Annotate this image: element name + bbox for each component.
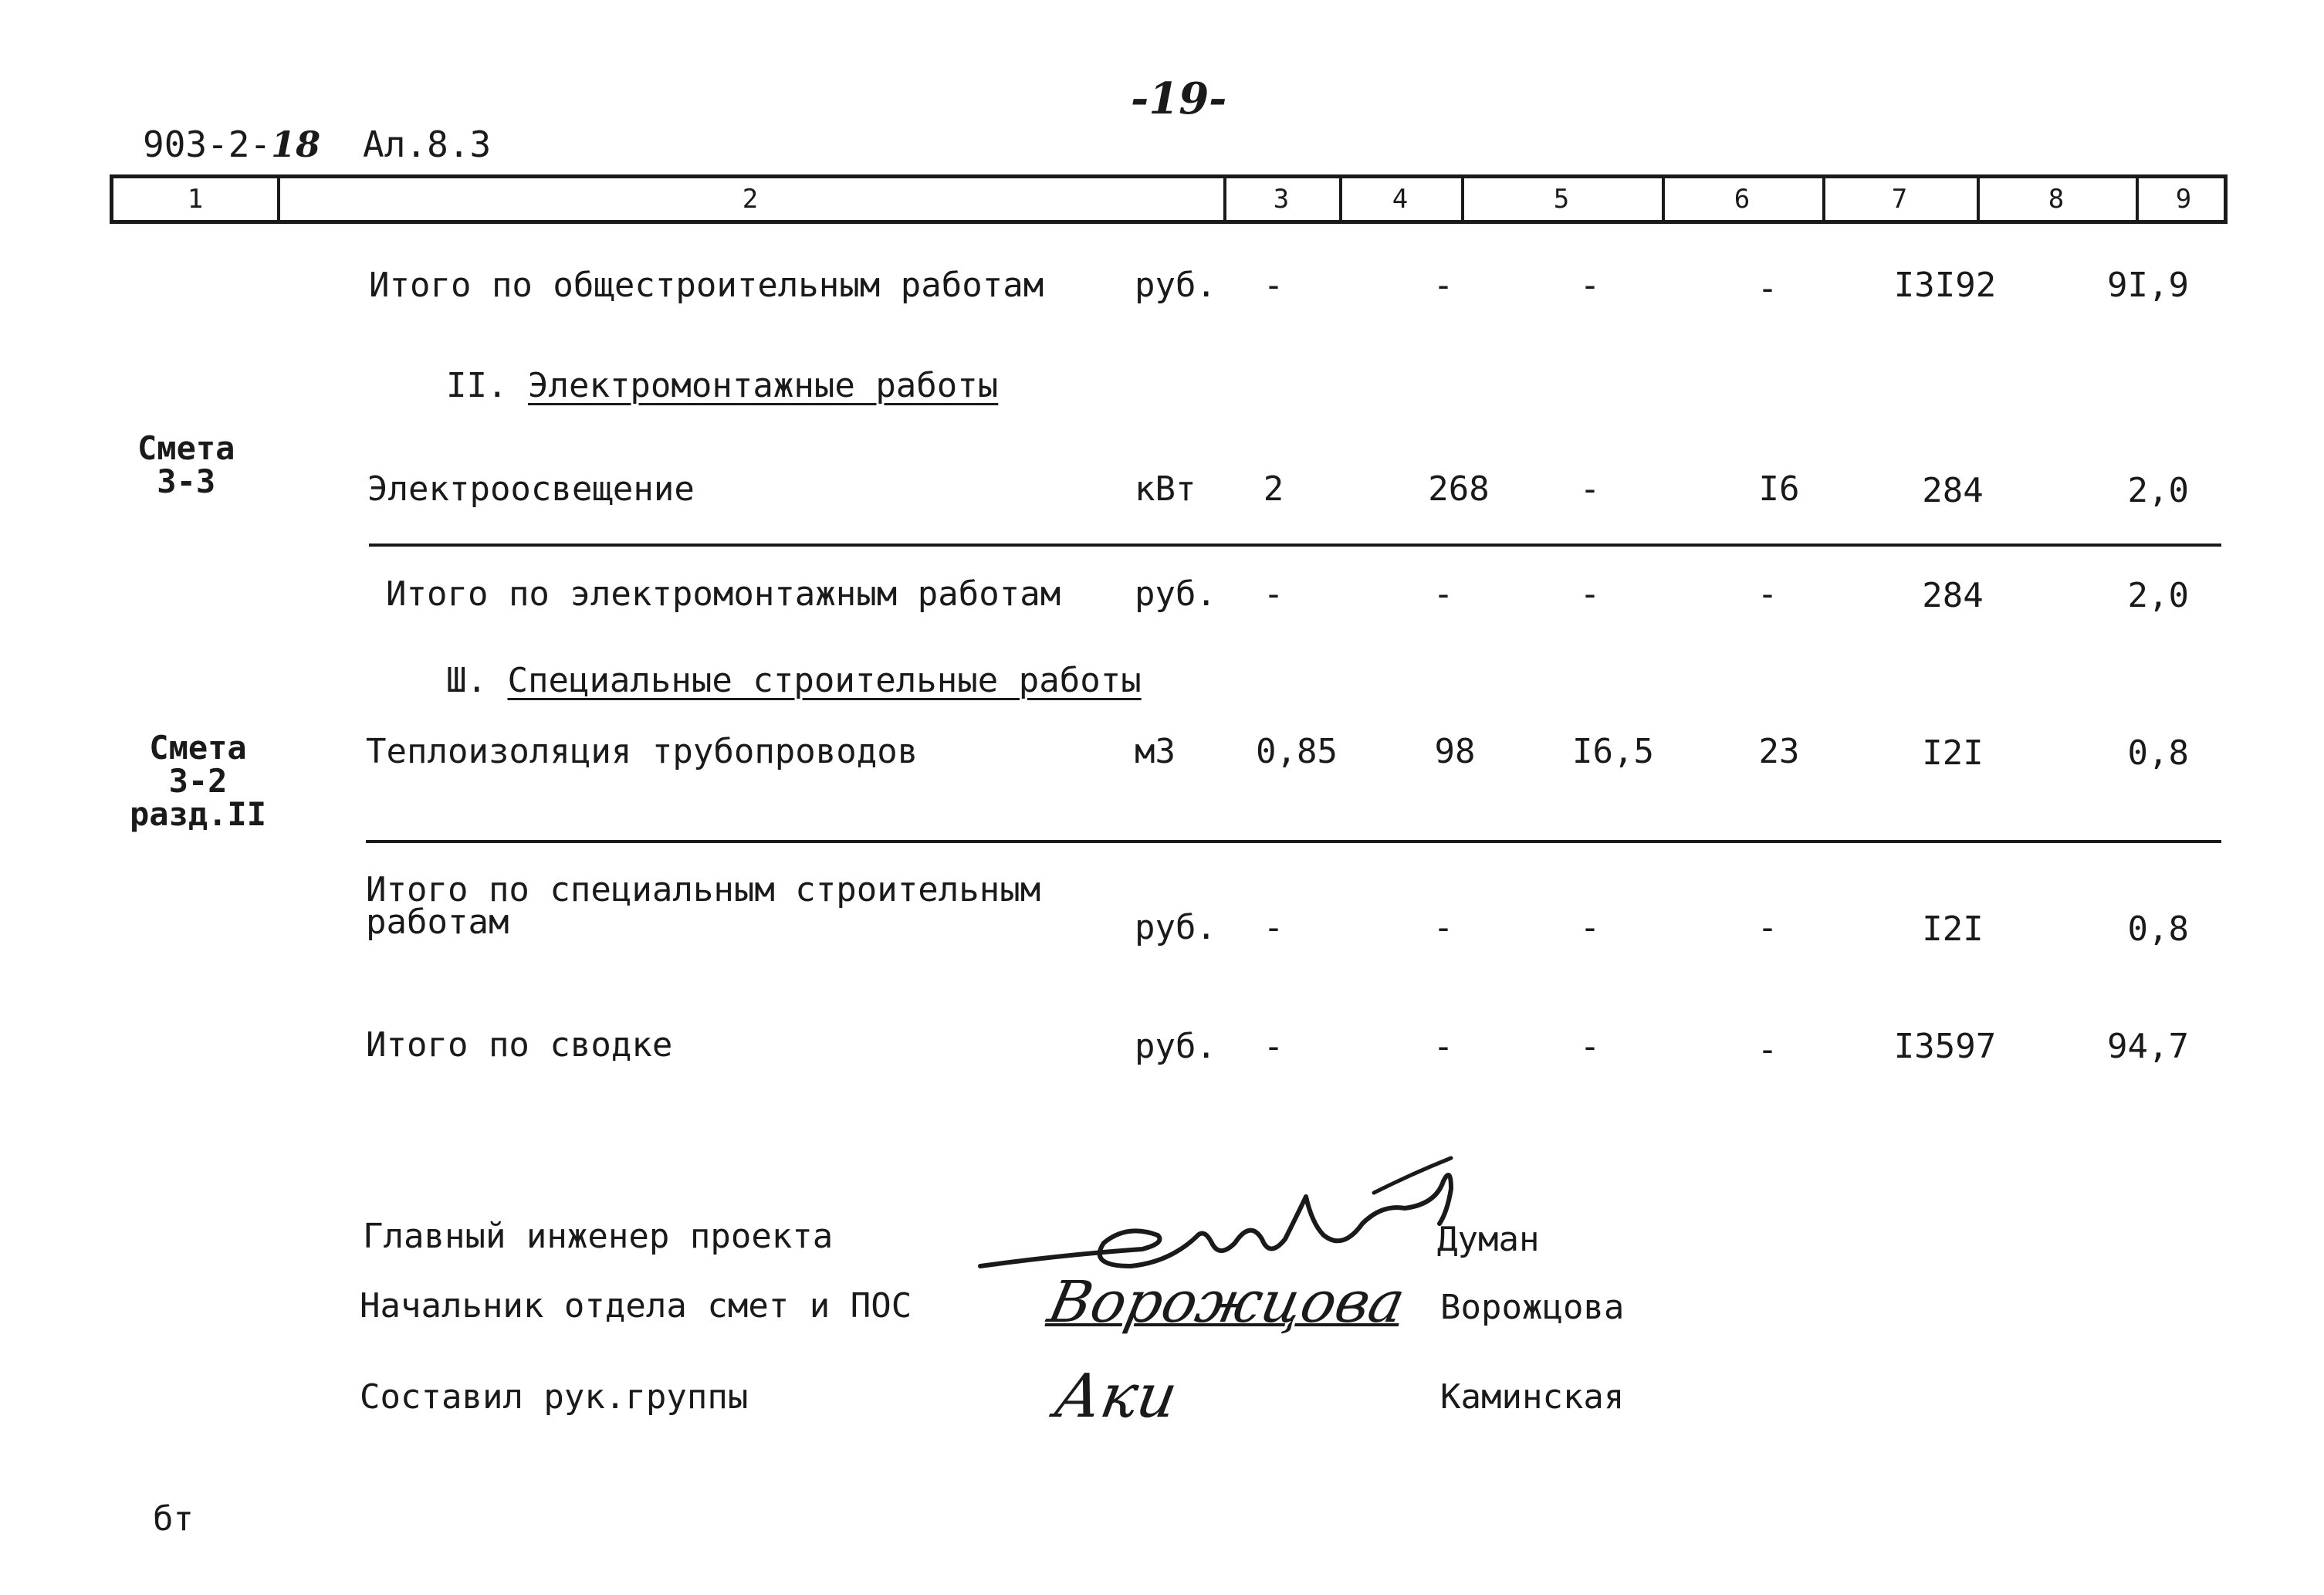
row-col6: I6,5 [1572, 732, 1654, 771]
row-col4: 0,85 [1256, 732, 1338, 771]
row-col8: I2I [1922, 733, 1984, 773]
header-col-8: 8 [2048, 184, 2065, 215]
row-col9: 9I,9 [2107, 266, 2189, 305]
section-heading-electrical [446, 366, 999, 405]
row-col4: - [1263, 266, 1284, 305]
row-col7: - [1757, 908, 1778, 947]
row-name [366, 870, 1041, 942]
row-col5: - [1433, 574, 1454, 614]
row-unit: руб. [1135, 574, 1216, 614]
row-col7: 23 [1758, 732, 1800, 771]
row-col9: 0,8 [2127, 909, 2189, 949]
signature-name: Думан [1437, 1220, 1540, 1259]
signature-role: Начальник отдела смет и ПОС [360, 1286, 912, 1326]
signature-name: Ворожцова [1440, 1288, 1625, 1327]
header-col-7: 7 [1891, 184, 1908, 215]
row-col7: - [1757, 269, 1778, 308]
row-col8: I3I92 [1893, 266, 1997, 305]
estimate-ref-line: 3-2 [168, 761, 228, 800]
handwritten-signature-vorozhtsova: Ворожцова [1042, 1269, 1411, 1336]
estimate-ref-line: Смета [137, 429, 235, 467]
estimate-ref-3-2 [130, 729, 267, 833]
row-col6: - [1579, 908, 1601, 947]
row-unit: руб. [1135, 266, 1216, 305]
row-col6: - [1579, 574, 1601, 614]
row-name-line: работам [366, 902, 509, 942]
row-col5: - [1433, 908, 1454, 947]
row-col8: I2I [1922, 909, 1984, 949]
row-col5: 98 [1434, 732, 1476, 771]
row-col5: - [1433, 266, 1454, 305]
header-col-6: 6 [1734, 184, 1751, 215]
page-number: -19- [1131, 73, 1227, 124]
row-unit: руб. [1135, 1027, 1216, 1066]
row-col8: 284 [1922, 576, 1984, 615]
signature-role: Составил рук.группы [360, 1377, 749, 1417]
row-divider [366, 840, 2221, 843]
row-unit: кВт [1135, 469, 1196, 509]
header-col-4: 4 [1392, 184, 1409, 215]
row-col6: - [1579, 266, 1601, 305]
handwritten-signature-kaminskaya: Аки [1050, 1362, 1182, 1431]
row-col7: - [1757, 1030, 1778, 1069]
row-name: Итого по общестроительным работам [369, 266, 1044, 305]
section-number: II. [446, 366, 508, 405]
section-title: Специальные строительные работы [507, 661, 1142, 700]
section-title: Электромонтажные работы [527, 366, 999, 405]
column-header-table [110, 174, 2228, 224]
footer-mark: бт [153, 1499, 194, 1539]
estimate-ref-line: разд.II [130, 794, 267, 833]
row-name: Итого по электромонтажным работам [386, 574, 1061, 614]
row-col8: 284 [1922, 471, 1984, 510]
document-code [143, 124, 320, 165]
row-divider [369, 544, 2221, 547]
row-col6: - [1579, 1027, 1601, 1066]
album-label: Ал.8.3 [363, 124, 492, 165]
row-col9: 2,0 [2127, 576, 2189, 615]
row-col9: 94,7 [2107, 1027, 2189, 1066]
row-name: Теплоизоляция трубопроводов [366, 732, 918, 771]
row-col7: - [1757, 574, 1778, 614]
header-col-1: 1 [187, 184, 204, 215]
row-col6: - [1579, 469, 1601, 509]
row-col5: 268 [1428, 469, 1490, 509]
row-col9: 0,8 [2127, 733, 2189, 773]
signature-role: Главный инженер проекта [363, 1217, 834, 1256]
row-name: Итого по сводке [366, 1025, 673, 1065]
row-unit: руб. [1135, 908, 1216, 947]
document-code-handwritten: 18 [271, 124, 321, 165]
row-col8: I3597 [1893, 1027, 1997, 1066]
section-number: Ш. [446, 661, 487, 700]
row-col9: 2,0 [2127, 471, 2189, 510]
header-col-2: 2 [742, 184, 759, 215]
row-col5: - [1433, 1027, 1454, 1066]
header-col-5: 5 [1553, 184, 1570, 215]
row-col4: - [1263, 908, 1284, 947]
row-col4: - [1263, 1027, 1284, 1066]
handwritten-signature-chief-engineer [973, 1150, 1466, 1289]
header-col-3: 3 [1273, 184, 1290, 215]
row-col4: - [1263, 574, 1284, 614]
estimate-ref-3-3 [137, 429, 235, 500]
row-col4: 2 [1263, 469, 1284, 509]
document-code-printed: 903-2- [143, 124, 272, 165]
row-name: Электроосвещение [367, 469, 695, 509]
section-heading-special [446, 661, 1142, 700]
estimate-ref-line: 3-3 [157, 462, 216, 500]
row-name-line: Итого по специальным строительным [366, 870, 1041, 909]
row-unit: м3 [1135, 732, 1176, 771]
row-col7: I6 [1758, 469, 1800, 509]
header-col-9: 9 [2175, 184, 2192, 215]
estimate-ref-line: Смета [149, 729, 247, 767]
signature-name: Каминская [1440, 1377, 1625, 1417]
